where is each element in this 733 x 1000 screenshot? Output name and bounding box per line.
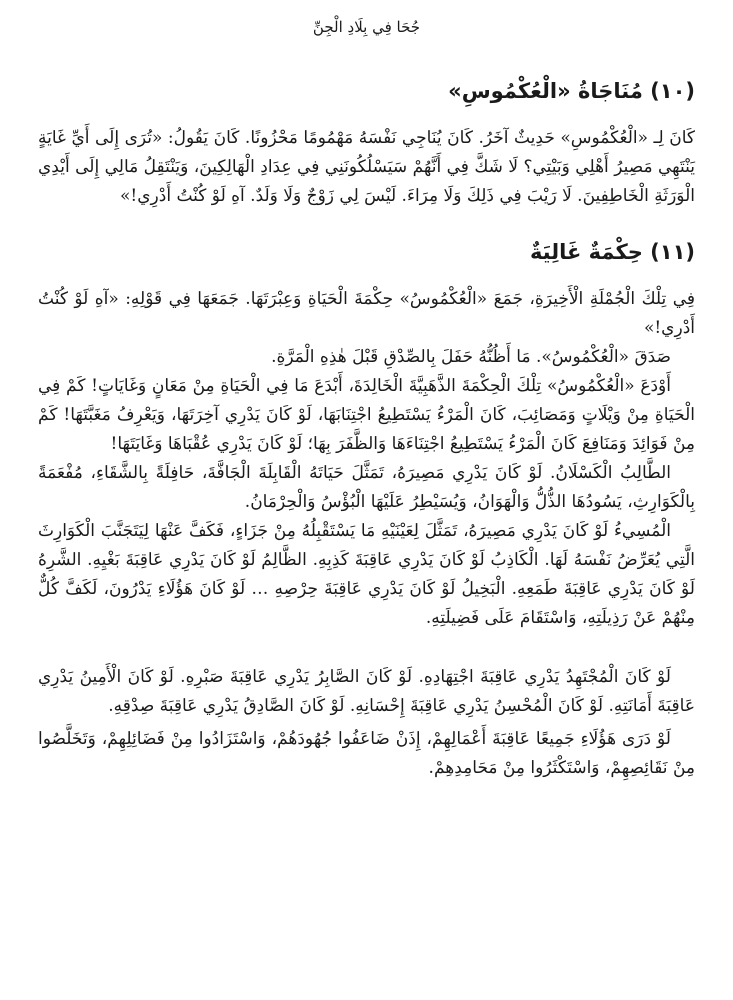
paragraph: كَانَ لِـ «الْعُكْمُوسِ» حَدِيثٌ آخَرُ. كَانَ يُنَاجِي نَفْسَهُ مَهْمُومًا مَحْزُونًا. كَانَ يَقُولُ: «تُرَى إِلَى أَيِّ غَايَةٍ يَنْتَهِي مَصِيرُ أَهْلِي وَبَيْتِي؟ لَا شَكَّ فِي أَنَّهُمْ سَيَسْلُكُونَنِي فِي عِدَادِ الْهَالِكِينَ، وَيَنْتَقِلُ مَالِي إِلَى أَيْدِي الْوَرَثَةِ الْخَاطِفِينَ. لَا رَيْبَ فِي ذَلِكَ وَلَا مِرَاءَ. لَيْسَ لِي زَوْجٌ وَلَا وَلَدٌ. آهِ لَوْ كُنْتُ أَدْرِي!» xyxy=(38,128,695,206)
section-heading-11: (١١) حِكْمَةٌ غَالِيَةٌ xyxy=(529,240,695,264)
paragraph: أَوْدَعَ «الْعُكْمُوسُ» تِلْكَ الْحِكْمَةَ الذَّهَبِيَّةَ الْخَالِدَةَ، أَبْدَعَ مَا فِي الْحَيَاةِ مِنْ مَعَانٍ وَغَايَاتٍ! كَمْ فِي الْحَيَاةِ مِنْ وَيْلَاتٍ وَمَصَائِبَ، كَانَ الْمَرْءُ يَسْتَطِيعُ اجْتِنَابَهَا، لَوْ كَانَ يَدْرِي آخِرَتَهَا، وَيَعْرِفُ مَغَبَّتَهَا! كَمْ مِنْ فَوَائِدَ وَمَنَافِعَ كَانَ الْمَرْءُ يَسْتَطِيعُ اجْتِنَاءَهَا وَالظَّفَرَ بِهَا؛ لَوْ كَانَ يَدْرِي عُقْبَاهَا وَغَايَتَهَا! xyxy=(38,376,695,454)
paragraph: الطَّالِبُ الْكَسْلَانُ. لَوْ كَانَ يَدْرِي مَصِيرَهُ، تَمَثَّلَ حَيَاتَهُ الْقَابِلَةَ الْجَافَّةَ، حَافِلَةً بِالشَّقَاءِ، مُفْعَمَةً بِالْكَوَارِثِ، يَسُودُهَا الذُّلُّ وَالْهَوَانُ، وَيُسَيْطِرُ عَلَيْهَا الْبُؤْسُ وَالْحِرْمَانُ. xyxy=(38,463,695,512)
paragraph: الْمُسِيءُ لَوْ كَانَ يَدْرِي مَصِيرَهُ، تَمَثَّلَ لِعَيْنَيْهِ مَا يَسْتَقْبِلُهُ مِنْ جَزَاءٍ، فَكَفَّ عَنْهَا لِيَتَجَنَّبَ الْكَوَارِثَ الَّتِي يُعَرِّضُ نَفْسَهُ لَهَا. الْكَاذِبُ لَوْ كَانَ يَدْرِي عَاقِبَةَ كَذِبِهِ. الظَّالِمُ لَوْ كَانَ يَدْرِي عَاقِبَةَ بَغْيِهِ. الشَّرِهُ لَوْ كَانَ يَدْرِي عَاقِبَةَ طَمَعِهِ. الْبَخِيلُ لَوْ كَانَ يَدْرِي عَاقِبَةَ حِرْصِهِ … لَوْ كَانَ هَؤُلَاءِ يَدْرُونَ، لَكَفَّ كُلٌّ مِنْهُمْ عَنْ رَذِيلَتِهِ، وَاسْتَقَامَ عَلَى فَضِيلَتِهِ. xyxy=(38,521,695,628)
paragraph: لَوْ كَانَ الْمُجْتَهِدُ يَدْرِي عَاقِبَةَ اجْتِهَادِهِ. لَوْ كَانَ الصَّابِرُ يَدْرِي عَاقِبَةَ صَبْرِهِ. لَوْ كَانَ الْأَمِينُ يَدْرِي عَاقِبَةَ أَمَانَتِهِ. لَوْ كَانَ الْمُحْسِنُ يَدْرِي عَاقِبَةَ إِحْسَانِهِ. لَوْ كَانَ الصَّادِقُ يَدْرِي عَاقِبَةَ صِدْقِهِ. xyxy=(38,667,695,716)
running-header: جُحَا فِي بِلَادِ الْجِنِّ xyxy=(312,18,421,36)
paragraph: لَوْ دَرَى هَؤُلَاءِ جَمِيعًا عَاقِبَةَ أَعْمَالِهِمْ، إِذَنْ ضَاعَفُوا جُهُودَهُمْ، وَاسْتَزَادُوا مِنْ فَضَائِلِهِمْ، وَتَخَلَّصُوا مِنْ نَقَائِصِهِمْ، وَاسْتَكْثَرُوا مِنْ مَحَامِدِهِمْ. xyxy=(38,729,695,778)
section-heading-10: (١٠) مُنَاجَاةُ «الْعُكْمُوسِ» xyxy=(448,79,695,103)
paragraph: صَدَقَ «الْعُكْمُوسُ». مَا أَظُنُّهُ حَفَلَ بِالصِّدْقِ قَبْلَ هٰذِهِ الْمَرَّةِ. xyxy=(271,347,671,367)
paragraph: فِي تِلْكَ الْجُمْلَةِ الْأَخِيرَةِ، جَمَعَ «الْعُكْمُوسُ» حِكْمَةَ الْحَيَاةِ وَعِبْرَتَهَا. جَمَعَهَا فِي قَوْلِهِ: «آهِ لَوْ كُنْتُ أَدْرِي!» xyxy=(38,289,695,338)
